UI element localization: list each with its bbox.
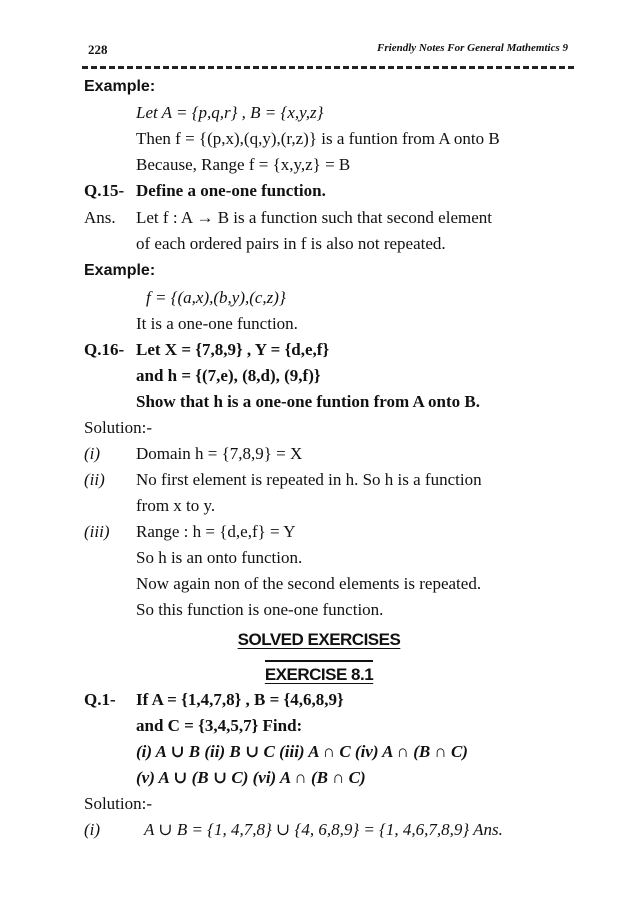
solution-label: Solution:- [84,418,153,437]
solution-one-one-note: So this function is one-one function. [136,600,384,619]
solution-step-i-number: (i) [84,444,101,463]
page-header [88,42,568,62]
q15-ans-label: Ans. [84,208,116,227]
solution-step-ii-line2: from x to y. [136,496,216,515]
example-because-line: Because, Range f = {x,y,z} = B [136,155,351,174]
example2-label: Example: [84,262,156,279]
solution-step-iii: Range : h = {d,e,f} = Y [136,522,296,541]
solved-exercises-heading-row [0,630,638,650]
solution2-step-i: A ∪ B = {1, 4,7,8} ∪ {4, 6,8,9} = {1, 4,6,7,8,9} Ans. [144,820,503,839]
solution2-label: Solution:- [84,794,153,813]
q1-line1: If A = {1,4,7,8} , B = {4,6,8,9} [136,690,344,709]
q15-ans-line2: of each ordered pairs in f is also not repeated. [136,234,446,253]
q15-label: Q.15- [84,181,125,200]
solution-now-again: Now again non of the second elements is repeated. [136,574,482,593]
solved-exercises-heading: SOLVED EXERCISES [237,630,401,649]
exercise-heading-row [0,660,638,685]
q16-line3: Show that h is a one-one funtion from A onto B. [136,392,480,411]
q15-question: Define a one-one function. [136,181,326,200]
solution-step-i: Domain h = {7,8,9} = X [136,444,303,463]
q16-line1: Let X = {7,8,9} , Y = {d,e,f} [136,340,330,359]
header-rule [82,66,574,69]
page-number: 228 [88,42,108,57]
example-label: Example: [84,78,156,95]
q1-label: Q.1- [84,690,116,709]
solution-step-iii-number: (iii) [84,522,110,541]
example-then-line: Then f = {(p,x),(q,y),(r,z)} is a funtion from A onto B [136,129,500,148]
q1-line2: and C = {3,4,5,7} Find: [136,716,303,735]
q1-line3: (i) A ∪ B (ii) B ∪ C (iii) A ∩ C (iv) A ∩ (B ∩ C) [136,742,468,761]
example2-note: It is a one-one function. [136,314,298,333]
exercise-heading: EXERCISE 8.1 [265,660,373,685]
example2-function: f = {(a,x),(b,y),(c,z)} [146,288,286,307]
example-let-line: Let A = {p,q,r} , B = {x,y,z} [136,103,324,122]
book-title: Friendly Notes For General Mathemtics 9 [377,42,568,54]
q16-label: Q.16- [84,340,125,359]
solution-step-ii-line1: No first element is repeated in h. So h is a function [136,470,482,489]
q16-line2: and h = {(7,e), (8,d), (9,f)} [136,366,321,385]
q15-ans-line1: Let f : A → B is a function such that second element [136,208,492,227]
q1-line4: (v) A ∪ (B ∪ C) (vi) A ∩ (B ∩ C) [136,768,366,787]
solution2-step-i-number: (i) [84,820,101,839]
solution-onto-note: So h is an onto function. [136,548,303,567]
solution-step-ii-number: (ii) [84,470,105,489]
